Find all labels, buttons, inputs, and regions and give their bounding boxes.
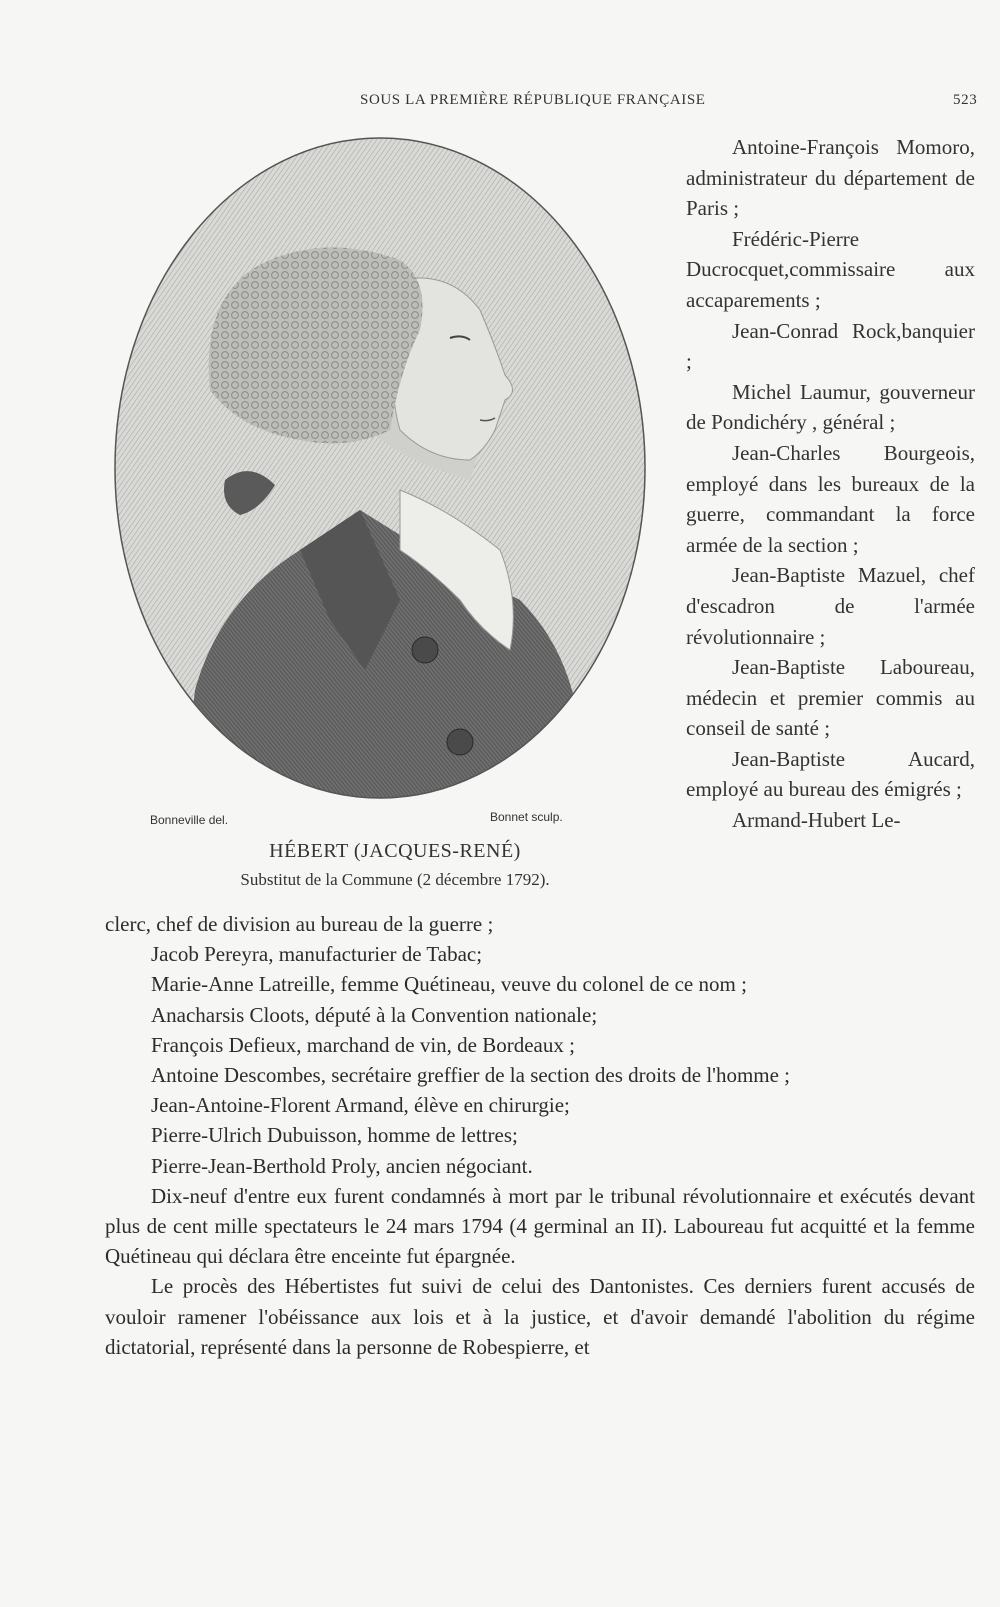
list-item: Michel Laumur, gouverneur de Pondichéry , général ; xyxy=(686,379,975,435)
list-item: Antoine-François Momoro, administrateur du département de Paris ; xyxy=(686,135,975,221)
list-item: Armand-Hubert Le- xyxy=(732,808,901,833)
list-item: Marie-Anne Latreille, femme Quétineau, veuve du colonel de ce nom ; xyxy=(151,972,747,997)
list-item: François Defieux, marchand de vin, de Bordeaux ; xyxy=(151,1032,575,1057)
portrait-caption-name: HÉBERT (JACQUES-RENÉ) xyxy=(269,840,521,862)
running-title: SOUS LA PREMIÈRE RÉPUBLIQUE FRANÇAISE xyxy=(360,92,706,108)
running-head xyxy=(0,92,1000,116)
list-item: Jean-Antoine-Florent Armand, élève en chirurgie; xyxy=(151,1093,570,1118)
draughtsman-credit: Bonneville del. xyxy=(150,813,229,827)
list-item: Frédéric-Pierre Ducrocquet,commissaire aux accaparements ; xyxy=(686,226,975,312)
engraver-credit: Bonnet sculp. xyxy=(490,810,563,824)
right-text-column xyxy=(686,132,975,836)
list-item: Anacharsis Cloots, député à la Convention nationale; xyxy=(151,1002,598,1027)
list-item: Jean-Charles Bourgeois, employé dans les bureaux de la guerre, commandant la force armée de la section ; xyxy=(686,440,975,557)
continued-line: clerc, chef de division au bureau de la guerre ; xyxy=(105,912,494,936)
page-number: 523 xyxy=(953,92,978,108)
portrait-plate xyxy=(100,130,660,890)
body-paragraph: Dix-neuf d'entre eux furent condamnés à mort par le tribunal révolutionnaire et exécutés devant plus de cent mille spectateurs le 24 mars 1794 (4 germinal an II). Laboureau fut acquitté et la femme Quétineau qui déclara être enceinte fut épargnée. xyxy=(105,1183,975,1269)
body-paragraph: Le procès des Hébertistes fut suivi de celui des Dantonistes. Ces derniers furent accusés de vouloir ramener l'obéissance aux lois et à la justice, et d'avoir demandé l'abolition du régime dictatorial, représenté dans la personne de Robespierre, et xyxy=(105,1274,975,1359)
list-item: Pierre-Ulrich Dubuisson, homme de lettres; xyxy=(151,1123,518,1148)
portrait-caption-subtitle: Substitut de la Commune (2 décembre 1792). xyxy=(240,870,550,889)
list-item: Antoine Descombes, secrétaire greffier de la section des droits de l'homme ; xyxy=(151,1063,791,1088)
lower-text-block xyxy=(105,909,975,1362)
portrait-engraving xyxy=(100,130,660,820)
list-item: Jean-Baptiste Aucard, employé au bureau des émigrés ; xyxy=(686,746,975,802)
list-item: Jacob Pereyra, manufacturier de Tabac; xyxy=(151,942,483,967)
list-item: Pierre-Jean-Berthold Proly, ancien négociant. xyxy=(151,1153,533,1178)
list-item: Jean-Baptiste Laboureau, médecin et premier commis au conseil de santé ; xyxy=(686,655,975,741)
list-item: Jean-Conrad Rock,banquier ; xyxy=(686,318,975,374)
list-item: Jean-Baptiste Mazuel, chef d'escadron de l'armée révolutionnaire ; xyxy=(686,563,975,649)
